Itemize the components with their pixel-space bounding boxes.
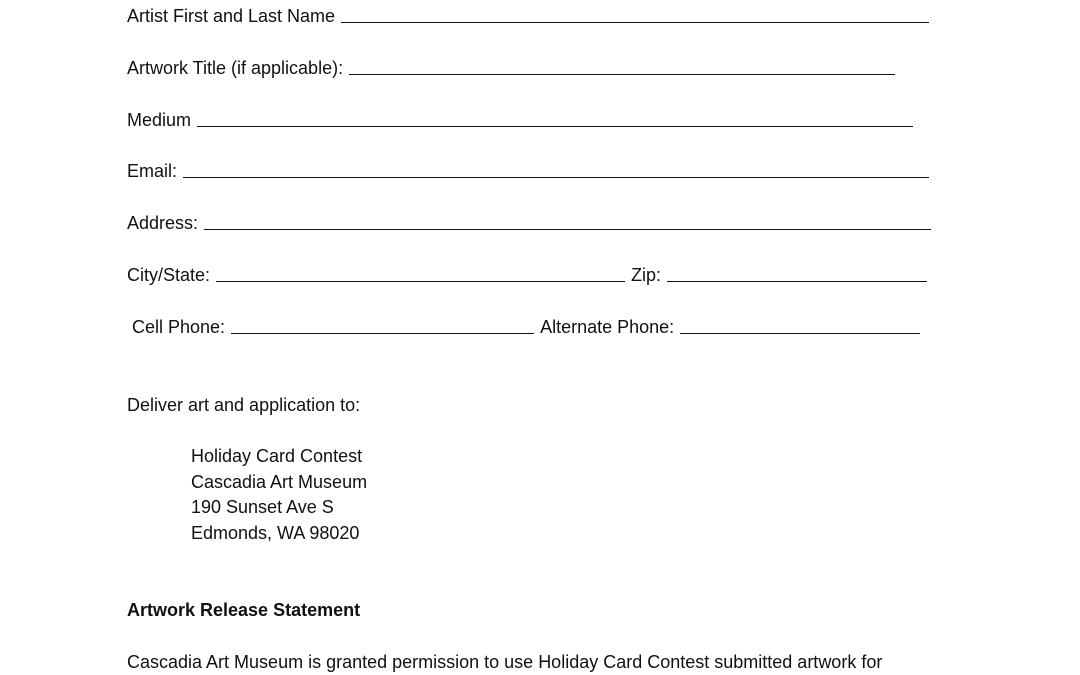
zip-label: Zip: [631,265,662,285]
release-heading: Artwork Release Statement [127,600,361,620]
phone-row [132,316,920,338]
release-text: Cascadia Art Museum is granted permission to use Holiday Card Contest submitted artwork for [127,652,883,672]
medium-field[interactable] [197,126,913,127]
zip-field[interactable] [667,281,927,282]
alternate-phone-field[interactable] [680,333,920,334]
cell-phone-field[interactable] [231,333,534,334]
alternate-phone-label: Alternate Phone: [540,317,675,337]
email-label: Email: [127,161,178,181]
delivery-address-line: Holiday Card Contest [191,446,363,466]
city-state-field[interactable] [216,281,625,282]
cell-phone-label: Cell Phone: [132,317,226,337]
medium-row [127,109,913,131]
artwork-title-field[interactable] [349,74,895,75]
delivery-address-line: Cascadia Art Museum [191,471,368,492]
delivery-address-line: 190 Sunset Ave S [191,497,334,518]
delivery-address [191,444,367,547]
artist-name-row [127,5,929,27]
delivery-address-line: Edmonds, WA 98020 [191,523,360,544]
artwork-title-label: Artwork Title (if applicable): [127,58,344,78]
delivery-intro [127,394,360,416]
email-field[interactable] [183,177,929,178]
address-row [127,212,931,234]
address-label: Address: [127,213,199,233]
artist-name-label: Artist First and Last Name [127,6,336,26]
city-state-label: City/State: [127,265,211,285]
delivery-intro-text: Deliver art and application to: [127,395,361,415]
artist-name-field[interactable] [341,22,929,23]
city-state-zip-row [127,264,927,286]
address-field[interactable] [204,229,931,230]
artwork-title-row [127,57,895,79]
medium-label: Medium [127,110,192,130]
email-row [127,160,929,182]
